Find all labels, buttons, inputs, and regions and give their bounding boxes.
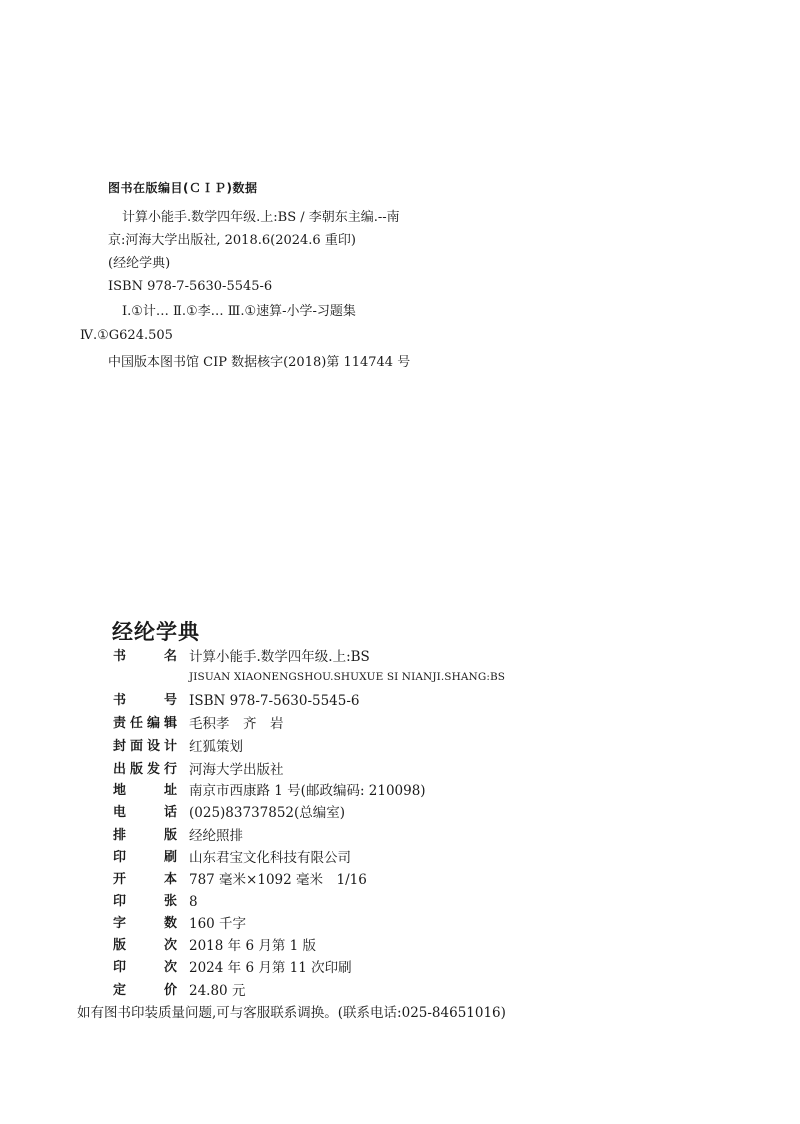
imprint-label xyxy=(113,647,177,667)
imprint-row xyxy=(0,870,800,890)
imprint-label-char: 地 xyxy=(113,783,127,798)
imprint-value: 8 xyxy=(189,894,198,910)
imprint-value: ISBN 978-7-5630-5545-6 xyxy=(189,693,360,709)
cip-heading: 图书在版编目(ＣＩＰ)数据 xyxy=(108,181,258,195)
imprint-label-char: 名 xyxy=(163,649,177,664)
imprint-label-char: 出 xyxy=(113,762,127,777)
imprint-value: 河海大学出版社 xyxy=(189,762,284,778)
imprint-value: 毛积孝 齐 岩 xyxy=(189,716,284,732)
imprint-label xyxy=(113,870,177,890)
imprint-row xyxy=(0,892,800,912)
imprint-label-char: 印 xyxy=(113,850,127,865)
imprint-label xyxy=(113,981,177,1001)
imprint-label xyxy=(113,892,177,912)
imprint-label-char: 封 xyxy=(113,739,127,754)
imprint-label-char: 版 xyxy=(163,828,177,843)
imprint-label xyxy=(113,691,177,711)
imprint-value: 2018 年 6 月第 1 版 xyxy=(189,938,316,954)
imprint-row xyxy=(0,737,800,757)
imprint-label-char: 责 xyxy=(113,716,127,731)
imprint-label-char: 行 xyxy=(163,762,177,777)
imprint-row xyxy=(0,691,800,711)
imprint-value: (025)83737852(总编室) xyxy=(189,805,346,821)
cip-isbn: ISBN 978-7-5630-5545-6 xyxy=(108,279,273,294)
imprint-label-char: 任 xyxy=(129,716,143,731)
imprint-label-char: 计 xyxy=(163,739,177,754)
imprint-label-char: 版 xyxy=(113,938,127,953)
imprint-label-char: 版 xyxy=(129,762,143,777)
imprint-label-char: 印 xyxy=(113,960,127,975)
service-notice: 如有图书印装质量问题,可与客服联系调换。(联系电话:025-84651016) xyxy=(77,1005,506,1021)
imprint-value: 2024 年 6 月第 11 次印刷 xyxy=(189,960,352,976)
imprint-label-char: 印 xyxy=(113,894,127,909)
imprint-value: 160 千字 xyxy=(189,916,247,932)
imprint-value: 24.80 元 xyxy=(189,983,246,999)
imprint-label xyxy=(113,914,177,934)
imprint-label-char: 本 xyxy=(163,872,177,887)
imprint-label-char: 书 xyxy=(113,693,127,708)
imprint-value: 经纶照排 xyxy=(189,828,243,844)
imprint-label xyxy=(113,958,177,978)
imprint-label-char: 排 xyxy=(113,828,127,843)
cip-record-number: 中国版本图书馆 CIP 数据核字(2018)第 114744 号 xyxy=(108,355,411,370)
imprint-label-char: 次 xyxy=(163,960,177,975)
imprint-row xyxy=(0,803,800,823)
imprint-row xyxy=(0,714,800,734)
imprint-label xyxy=(113,714,177,734)
imprint-label xyxy=(113,737,177,757)
imprint-label xyxy=(113,826,177,846)
imprint-row xyxy=(0,936,800,956)
imprint-value: 南京市西康路 1 号(邮政编码: 210098) xyxy=(189,783,426,799)
imprint-label-char: 发 xyxy=(146,762,160,777)
imprint-label-char: 定 xyxy=(113,983,127,998)
cip-line-1: 计算小能手.数学四年级.上:BS / 李朝东主编.--南 xyxy=(122,210,400,225)
imprint-label xyxy=(113,803,177,823)
imprint-label-char: 号 xyxy=(163,693,177,708)
imprint-value: 787 毫米×1092 毫米 1/16 xyxy=(189,872,367,888)
imprint-label-char: 刷 xyxy=(163,850,177,865)
imprint-row xyxy=(0,647,800,667)
imprint-label-char: 张 xyxy=(163,894,177,909)
imprint-value: 红狐策划 xyxy=(189,739,243,755)
series-title: 经纶学典 xyxy=(112,620,200,644)
imprint-label-char: 字 xyxy=(113,916,127,931)
imprint-label-char: 辑 xyxy=(163,716,177,731)
imprint-label-char: 面 xyxy=(129,739,143,754)
cip-line-2: 京:河海大学出版社, 2018.6(2024.6 重印) xyxy=(108,233,356,248)
cip-classification-2: Ⅳ.①G624.505 xyxy=(80,328,173,343)
imprint-label-char: 开 xyxy=(113,872,127,887)
imprint-label xyxy=(113,936,177,956)
imprint-label-char: 次 xyxy=(163,938,177,953)
imprint-label-char: 址 xyxy=(163,783,177,798)
imprint-value: 计算小能手.数学四年级.上:BS xyxy=(189,649,370,665)
imprint-row xyxy=(0,781,800,801)
imprint-label-char: 设 xyxy=(146,739,160,754)
imprint-label xyxy=(113,848,177,868)
imprint-label xyxy=(113,781,177,801)
imprint-row xyxy=(0,958,800,978)
imprint-row xyxy=(0,848,800,868)
imprint-label-char: 话 xyxy=(163,805,177,820)
imprint-label xyxy=(113,760,177,780)
imprint-value: 山东君宝文化科技有限公司 xyxy=(189,850,351,866)
cip-line-3: (经纶学典) xyxy=(108,256,171,271)
imprint-label-char: 数 xyxy=(163,916,177,931)
imprint-label-char: 电 xyxy=(113,805,127,820)
imprint-row xyxy=(0,914,800,934)
imprint-label-char: 编 xyxy=(146,716,160,731)
imprint-label-char: 书 xyxy=(113,649,127,664)
imprint-row xyxy=(0,826,800,846)
imprint-row xyxy=(0,981,800,1001)
imprint-row xyxy=(0,760,800,780)
title-pinyin: JISUAN XIAONENGSHOU.SHUXUE SI NIANJI.SHANG:BS xyxy=(189,671,506,683)
cip-classification-1: Ⅰ.①计… Ⅱ.①李… Ⅲ.①速算-小学-习题集 xyxy=(122,304,356,319)
imprint-label-char: 价 xyxy=(163,983,177,998)
